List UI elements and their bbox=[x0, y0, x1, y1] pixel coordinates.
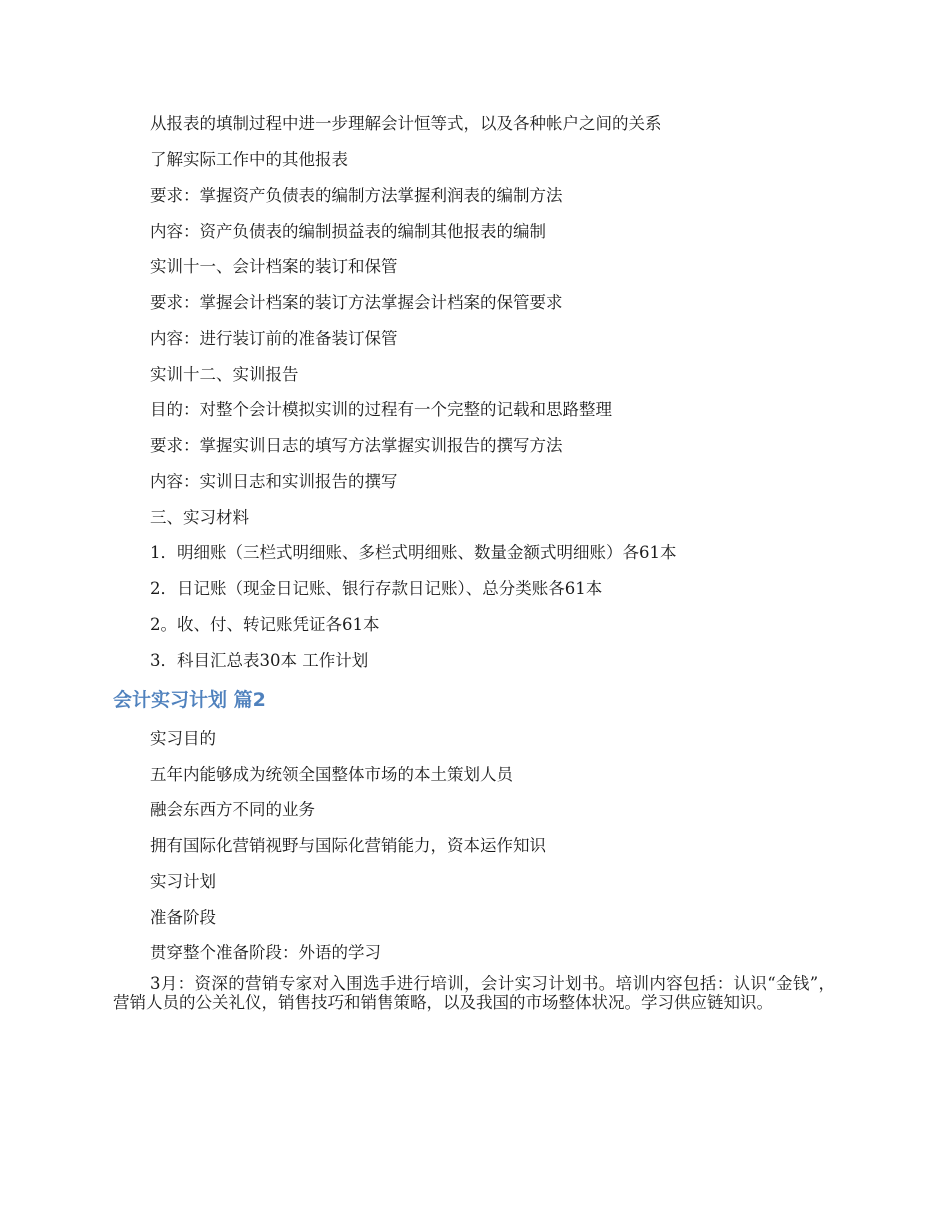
text-line: 准备阶段 bbox=[150, 908, 216, 927]
text-line: 内容：资产负债表的编制损益表的编制其他报表的编制 bbox=[150, 222, 546, 241]
text-line: 要求：掌握实训日志的填写方法掌握实训报告的撰写方法 bbox=[150, 436, 563, 455]
text-line: 实习计划 bbox=[150, 872, 216, 891]
text-line: 五年内能够成为统领全国整体市场的本土策划人员 bbox=[150, 765, 513, 784]
text-line: 贯穿整个准备阶段：外语的学习 bbox=[150, 943, 381, 962]
body-paragraph: 3月：资深的营销专家对入围选手进行培训，会计实习计划书。培训内容包括：认识“金钱”，营销人员的公关礼仪，销售技巧和销售策略，以及我国的市场整体状况。学习供应链知识。 bbox=[113, 974, 835, 1012]
text-line: 实习目的 bbox=[150, 729, 216, 748]
text-line: 3．科目汇总表30本 工作计划 bbox=[150, 651, 369, 670]
text-line: 拥有国际化营销视野与国际化营销能力，资本运作知识 bbox=[150, 836, 546, 855]
text-line: 实训十二、实训报告 bbox=[150, 365, 299, 384]
text-line: 实训十一、会计档案的装订和保管 bbox=[150, 257, 398, 276]
text-line: 要求：掌握资产负债表的编制方法掌握利润表的编制方法 bbox=[150, 186, 563, 205]
text-line: 目的：对整个会计模拟实训的过程有一个完整的记载和思路整理 bbox=[150, 400, 612, 419]
text-line: 从报表的填制过程中进一步理解会计恒等式，以及各种帐户之间的关系 bbox=[150, 114, 662, 133]
text-line: 1．明细账（三栏式明细账、多栏式明细账、数量金额式明细账）各61本 bbox=[150, 543, 677, 562]
section-heading: 会计实习计划 篇2 bbox=[113, 689, 266, 711]
text-line: 要求：掌握会计档案的装订方法掌握会计档案的保管要求 bbox=[150, 293, 563, 312]
text-line: 内容：进行装订前的准备装订保管 bbox=[150, 329, 398, 348]
text-line: 三、实习材料 bbox=[150, 508, 249, 527]
text-line: 了解实际工作中的其他报表 bbox=[150, 150, 348, 169]
text-line: 内容：实训日志和实训报告的撰写 bbox=[150, 472, 398, 491]
text-line: 2．日记账（现金日记账、银行存款日记账）、总分类账各61本 bbox=[150, 579, 603, 598]
text-line: 2。收、付、转记账凭证各61本 bbox=[150, 615, 380, 634]
text-line: 融会东西方不同的业务 bbox=[150, 800, 315, 819]
